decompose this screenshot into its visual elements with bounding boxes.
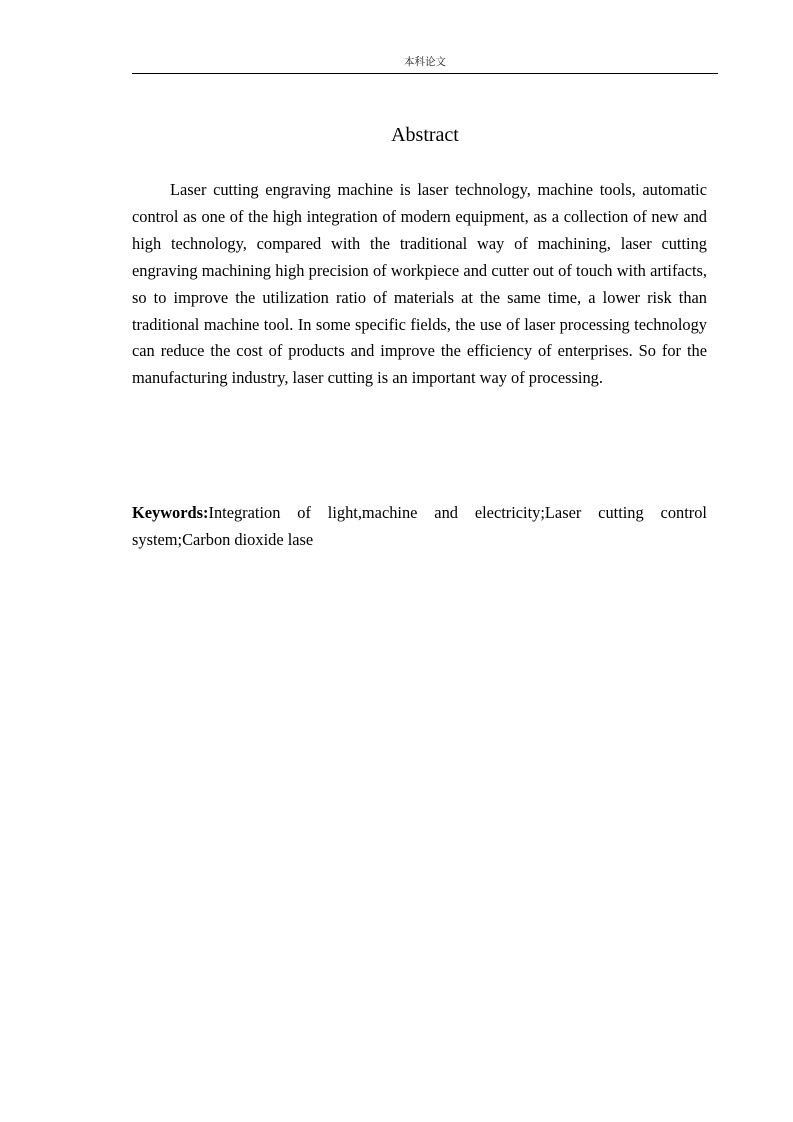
keywords-text: Integration of light,machine and electricity;Laser cutting control system;Carbon dioxide lase: [132, 503, 707, 549]
keywords-paragraph: [132, 499, 707, 553]
header-rule: [132, 73, 718, 74]
running-header: 本科论文: [404, 56, 446, 68]
keywords-label: Keywords:: [132, 503, 209, 522]
abstract-body: Laser cutting engraving machine is laser technology, machine tools, automatic control as one of the high integration of modern equipment, as a collection of new and high technology, compared with the traditional way of machining, laser cutting engraving machining high precision of workpiece and cutter out of touch with artifacts, so to improve the utilization ratio of materials at the same time, a lower risk than traditional machine tool. In some specific fields, the use of laser processing technology can reduce the cost of products and improve the efficiency of enterprises. So for the manufacturing industry, laser cutting is an important way of processing.: [132, 180, 707, 388]
abstract-title: Abstract: [391, 124, 459, 146]
